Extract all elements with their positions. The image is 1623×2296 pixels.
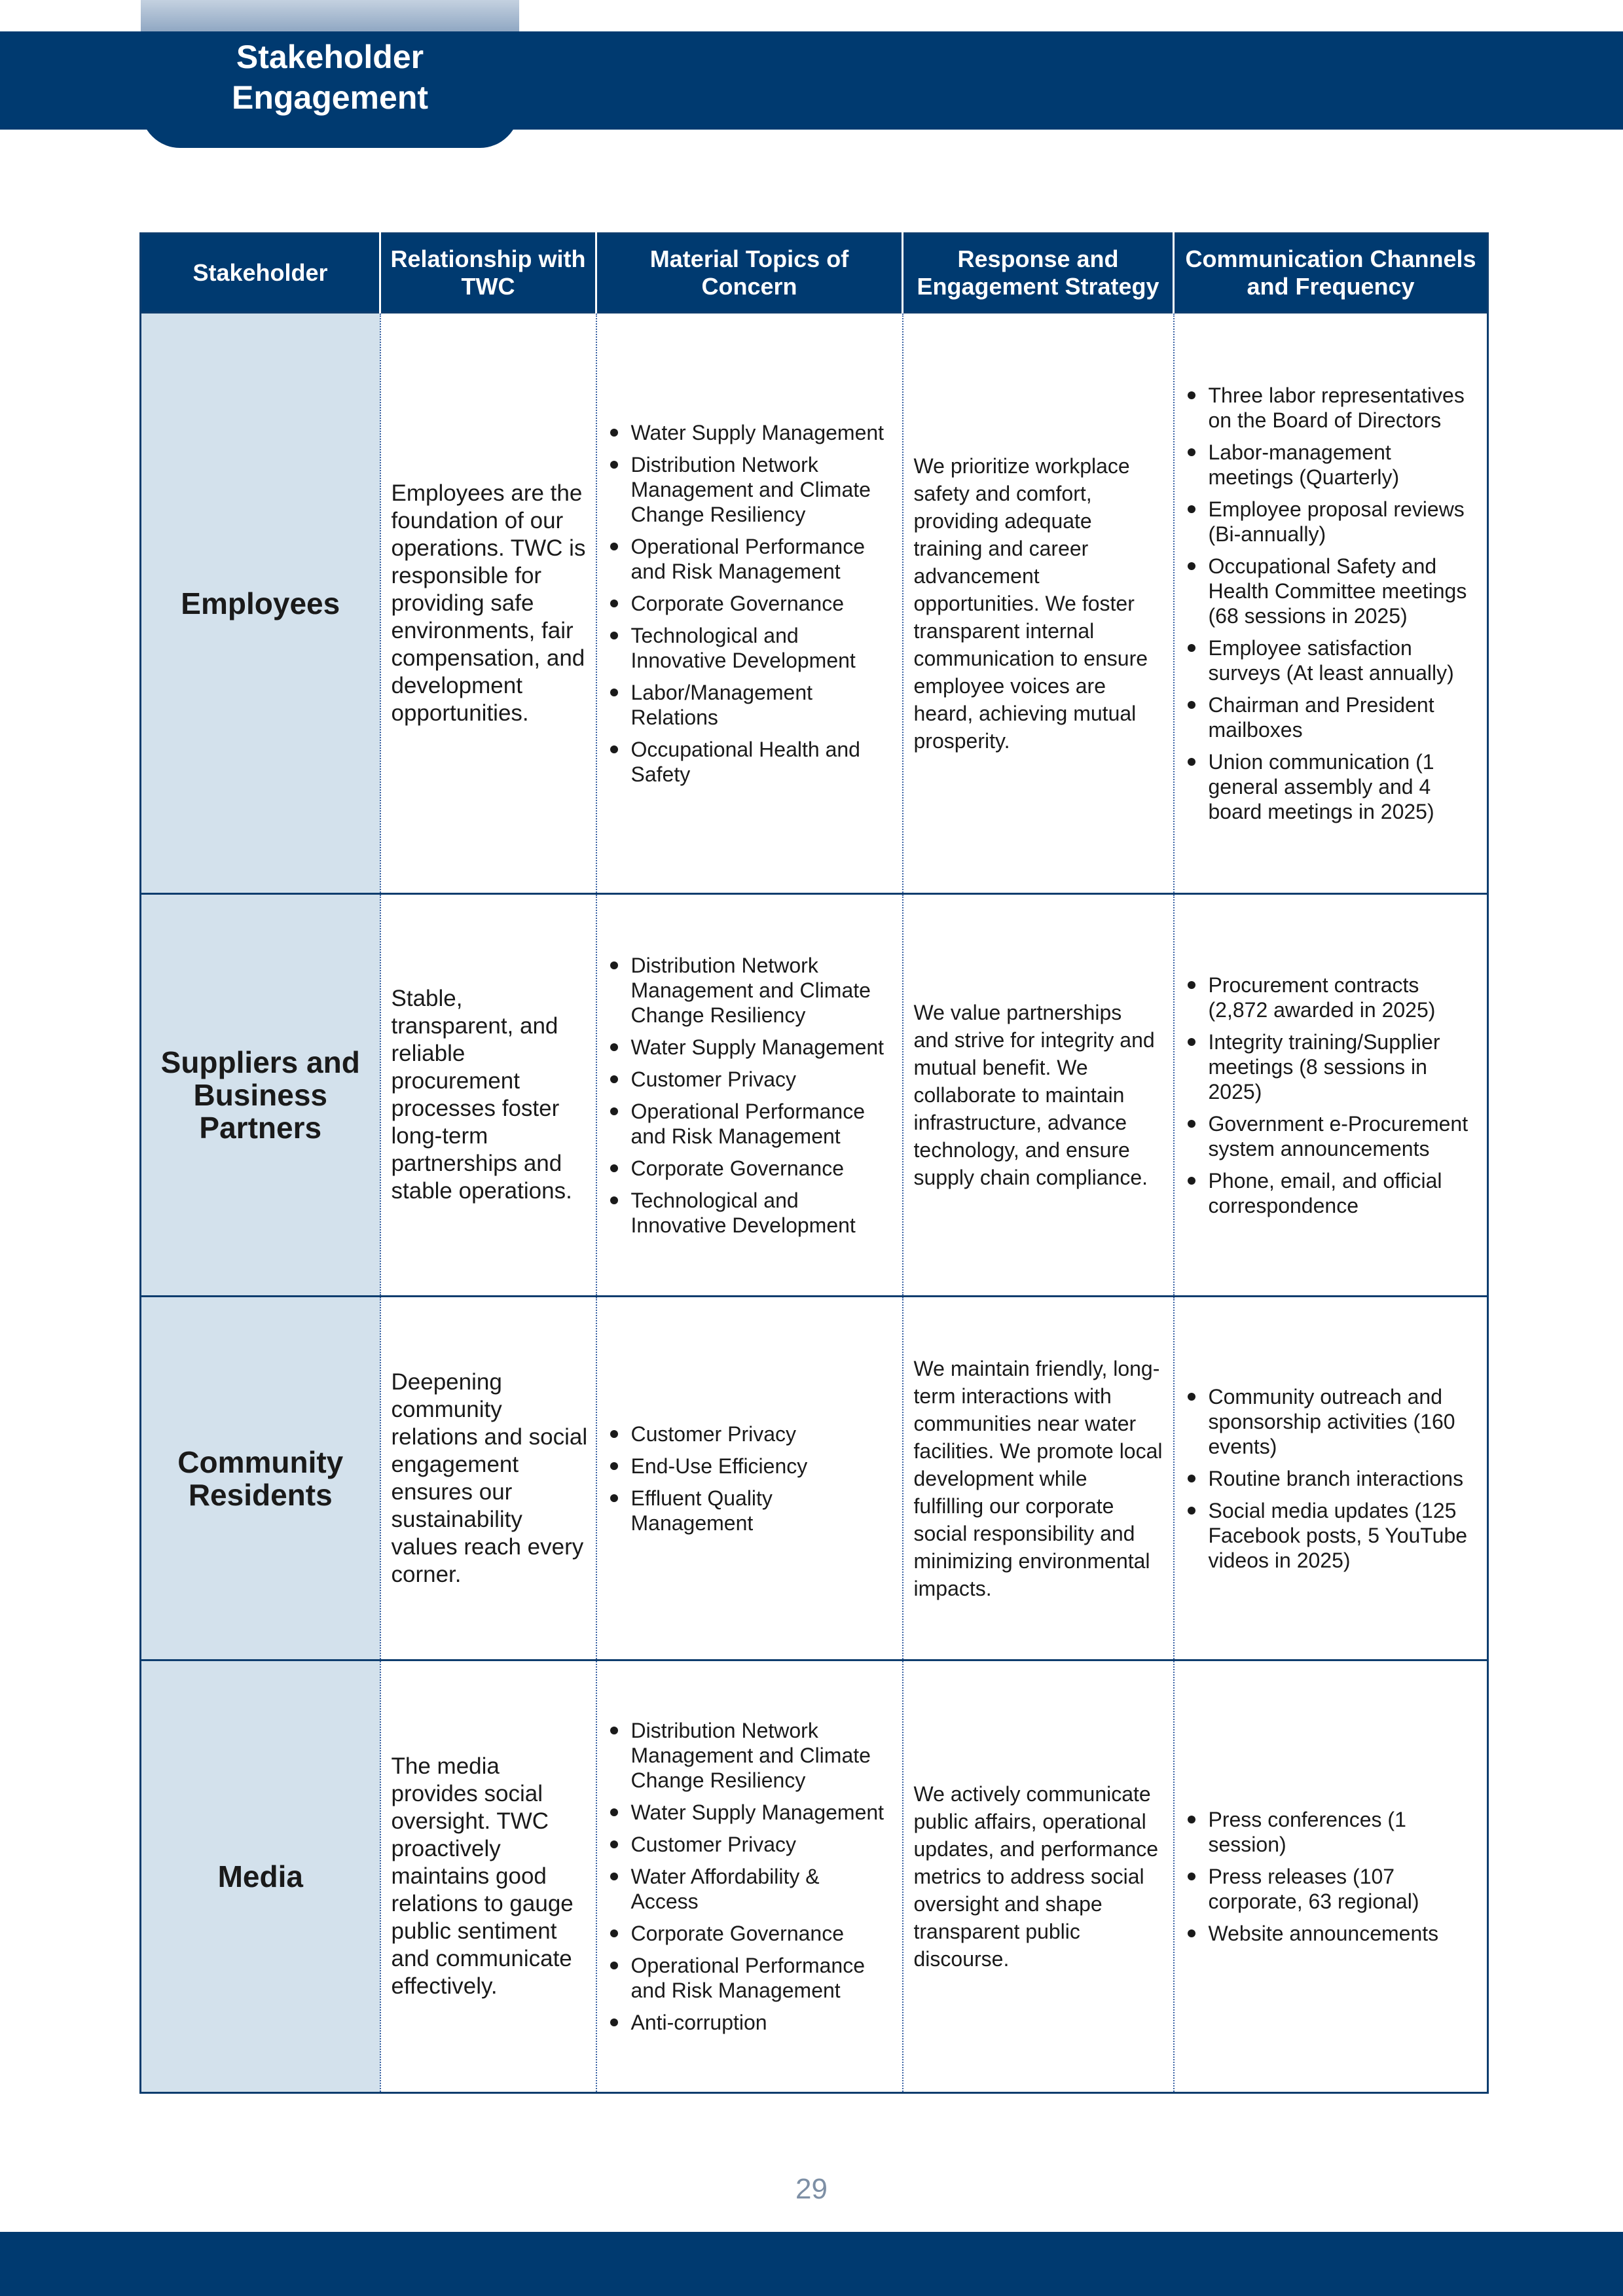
material-topic-item: Labor/Management Relations	[631, 680, 892, 730]
table-body	[141, 313, 1488, 2093]
channel-item: Social media updates (125 Facebook posts, 5 YouTube videos in 2025)	[1209, 1498, 1477, 1573]
stakeholder-cell: Community Residents	[141, 1297, 380, 1660]
column-header-response: Response and Engagement Strategy	[903, 234, 1174, 313]
page-number: 29	[795, 2173, 828, 2205]
relationship-cell: Stable, transparent, and reliable procurement processes foster long-term partnerships and stable operations.	[380, 894, 596, 1297]
table-row	[141, 1660, 1488, 2093]
communication-channels-cell-list	[1185, 973, 1477, 1218]
response-strategy-cell: We value partnerships and strive for integrity and mutual benefit. We collaborate to maintain infrastructure, advance technology, and ensure supply chain compliance.	[903, 894, 1174, 1297]
response-strategy-cell: We prioritize workplace safety and comfort, providing adequate training and career advancement opportunities. We foster transparent internal communication to ensure employee voices are heard, achieving mutual prosperity.	[903, 313, 1174, 894]
section-title: Stakeholder Engagement	[231, 39, 429, 116]
channel-item: Phone, email, and official correspondence	[1209, 1168, 1477, 1218]
section-title-tab	[141, 31, 519, 148]
communication-channels-cell-list	[1185, 1384, 1477, 1573]
material-topics-cell	[596, 1297, 903, 1660]
material-topic-item: Water Supply Management	[631, 1800, 892, 1825]
channel-item: Chairman and President mailboxes	[1209, 692, 1477, 742]
material-topic-item: Distribution Network Management and Climate Change Resiliency	[631, 452, 892, 527]
communication-channels-cell	[1174, 894, 1488, 1297]
material-topic-item: Corporate Governance	[631, 1156, 892, 1181]
material-topic-item: Operational Performance and Risk Management	[631, 534, 892, 584]
stakeholder-cell: Suppliers and Business Partners	[141, 894, 380, 1297]
material-topic-item: Operational Performance and Risk Management	[631, 1953, 892, 2003]
column-header-channels: Communication Channels and Frequency	[1174, 234, 1488, 313]
communication-channels-cell-list	[1185, 1807, 1477, 1946]
table-row	[141, 313, 1488, 894]
channel-item: Routine branch interactions	[1209, 1466, 1477, 1491]
material-topic-item: Distribution Network Management and Climate Change Resiliency	[631, 1718, 892, 1793]
stakeholder-cell: Media	[141, 1660, 380, 2093]
communication-channels-cell	[1174, 1660, 1488, 2093]
material-topic-item: Operational Performance and Risk Management	[631, 1099, 892, 1149]
title-tab-shade	[141, 0, 519, 33]
material-topics-cell-list	[608, 1718, 892, 2035]
channel-item: Union communication (1 general assembly and 4 board meetings in 2025)	[1209, 749, 1477, 824]
material-topic-item: Corporate Governance	[631, 591, 892, 616]
channel-item: Labor-management meetings (Quarterly)	[1209, 440, 1477, 490]
material-topic-item: Water Supply Management	[631, 420, 892, 445]
material-topics-cell-list	[608, 953, 892, 1238]
material-topic-item: End-Use Efficiency	[631, 1454, 892, 1479]
material-topics-cell	[596, 313, 903, 894]
channel-item: Community outreach and sponsorship activities (160 events)	[1209, 1384, 1477, 1459]
table-row	[141, 1297, 1488, 1660]
stakeholder-engagement-table	[139, 232, 1489, 2094]
channel-item: Press releases (107 corporate, 63 regional)	[1209, 1864, 1477, 1914]
communication-channels-cell-list	[1185, 383, 1477, 824]
channel-item: Press conferences (1 session)	[1209, 1807, 1477, 1857]
footer-band	[0, 2232, 1623, 2296]
material-topic-item: Corporate Governance	[631, 1921, 892, 1946]
response-strategy-cell: We maintain friendly, long-term interactions with communities near water facilities. We promote local development while fulfilling our corporate social responsibility and minimizing environmental impacts.	[903, 1297, 1174, 1660]
column-header-relationship: Relationship with TWC	[380, 234, 596, 313]
channel-item: Employee proposal reviews (Bi-annually)	[1209, 497, 1477, 547]
material-topic-item: Occupational Health and Safety	[631, 737, 892, 787]
channel-item: Government e-Procurement system announcements	[1209, 1111, 1477, 1161]
material-topic-item: Customer Privacy	[631, 1422, 892, 1446]
channel-item: Three labor representatives on the Board of Directors	[1209, 383, 1477, 433]
material-topics-cell	[596, 1660, 903, 2093]
material-topic-item: Water Supply Management	[631, 1035, 892, 1060]
channel-item: Website announcements	[1209, 1921, 1477, 1946]
material-topic-item: Anti-corruption	[631, 2010, 892, 2035]
communication-channels-cell	[1174, 1297, 1488, 1660]
channel-item: Occupational Safety and Health Committee meetings (68 sessions in 2025)	[1209, 554, 1477, 628]
material-topics-cell-list	[608, 1422, 892, 1535]
material-topic-item: Water Affordability & Access	[631, 1864, 892, 1914]
table-header-row	[141, 234, 1488, 313]
material-topics-cell	[596, 894, 903, 1297]
material-topic-item: Technological and Innovative Development	[631, 1188, 892, 1238]
material-topic-item: Technological and Innovative Development	[631, 623, 892, 673]
stakeholder-cell: Employees	[141, 313, 380, 894]
relationship-cell: The media provides social oversight. TWC proactively maintains good relations to gauge public sentiment and communicate effectively.	[380, 1660, 596, 2093]
channel-item: Procurement contracts (2,872 awarded in 2025)	[1209, 973, 1477, 1022]
material-topic-item: Distribution Network Management and Climate Change Resiliency	[631, 953, 892, 1028]
material-topic-item: Customer Privacy	[631, 1832, 892, 1857]
material-topics-cell-list	[608, 420, 892, 787]
relationship-cell: Employees are the foundation of our operations. TWC is responsible for providing safe environments, fair compensation, and development opportunities.	[380, 313, 596, 894]
channel-item: Integrity training/Supplier meetings (8 sessions in 2025)	[1209, 1030, 1477, 1104]
response-strategy-cell: We actively communicate public affairs, operational updates, and performance metrics to address social oversight and shape transparent public discourse.	[903, 1660, 1174, 2093]
material-topic-item: Effluent Quality Management	[631, 1486, 892, 1535]
table-row	[141, 894, 1488, 1297]
column-header-stakeholder: Stakeholder	[141, 234, 380, 313]
relationship-cell: Deepening community relations and social engagement ensures our sustainability values reach every corner.	[380, 1297, 596, 1660]
communication-channels-cell	[1174, 313, 1488, 894]
material-topic-item: Customer Privacy	[631, 1067, 892, 1092]
column-header-topics: Material Topics of Concern	[596, 234, 903, 313]
channel-item: Employee satisfaction surveys (At least annually)	[1209, 636, 1477, 685]
